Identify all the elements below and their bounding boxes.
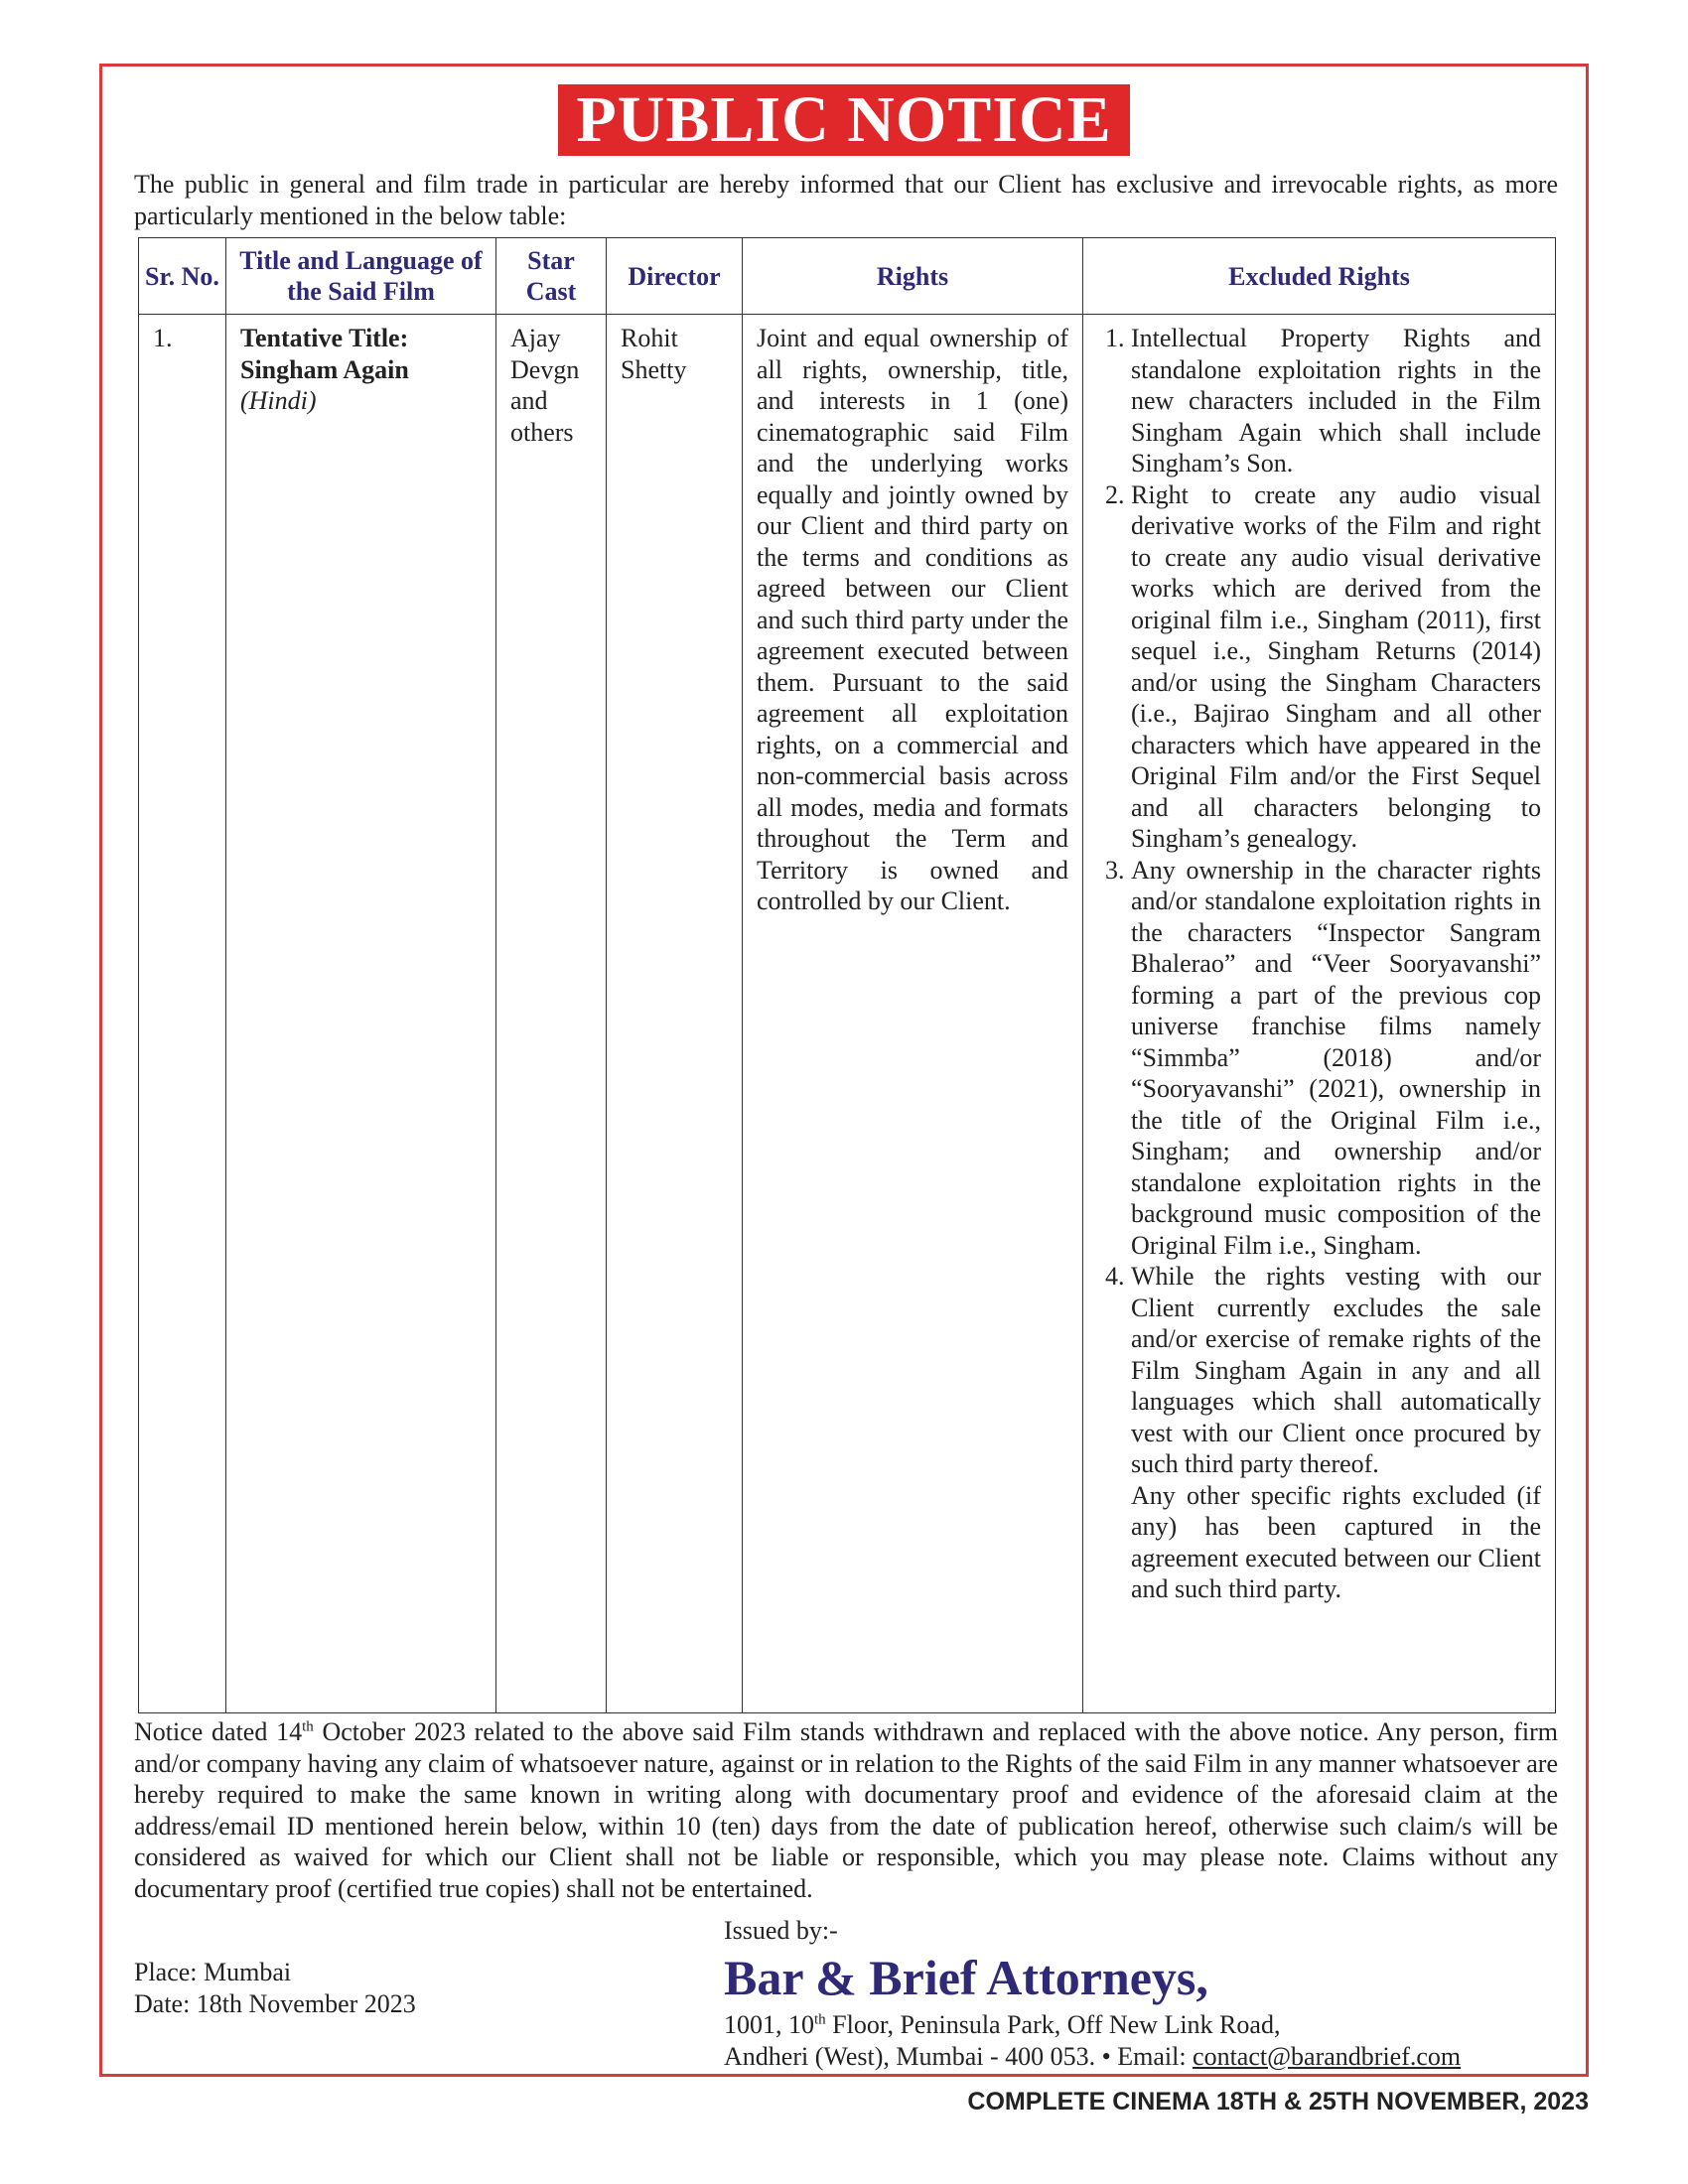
film-language: (Hindi) — [240, 386, 317, 415]
address-line-1-rest: Floor, Peninsula Park, Off New Link Road, — [825, 2010, 1281, 2039]
table-header-row — [139, 238, 1556, 315]
address-line-1 — [724, 2009, 1461, 2041]
table-row — [139, 315, 1556, 1713]
excluded-rights-list — [1097, 323, 1541, 1480]
cell-film-title — [226, 315, 496, 1713]
withdrawal-text-rest: October 2023 related to the above said Film stands withdrawn and replaced with the above notice. Any person, firm and/or company having any claim of whatsoever nature, against or in relation to the Rights of the said Film in any manner whatsoever are hereby required to make the same known in writing along with documentary proof and evidence of the aforesaid claim at the address/email ID mentioned herein below, within 10 (ten) days from the date of publication hereof, otherwise such claim/s will be considered as waived for which our Client shall not be liable or responsible, which you may please note. Claims without any documentary proof (certified true copies) shall not be entertained. — [134, 1717, 1559, 1903]
withdrawal-text-start: Notice dated 14 — [134, 1717, 303, 1746]
place-text: Place: Mumbai — [134, 1958, 292, 1986]
header-director: Director — [607, 238, 743, 315]
film-name: Singham Again — [240, 354, 409, 384]
date-text: Date: 18th November 2023 — [134, 1988, 416, 2018]
address-line-1-start: 1001, 10 — [724, 2010, 814, 2039]
withdrawal-paragraph — [134, 1716, 1558, 1904]
header-rights: Rights — [743, 238, 1083, 315]
email-link[interactable]: contact@barandbrief.com — [1193, 2041, 1462, 2071]
issued-by-label: Issued by:- — [724, 1916, 838, 1945]
publication-footer: COMPLETE CINEMA 18TH & 25TH NOVEMBER, 2023 — [967, 2088, 1589, 2116]
cell-rights: Joint and equal ownership of all rights, ownership, title, and interests in 1 (one) cinematographic said Film and the underlying works equally and jointly owned by our Client and third party on the terms and conditions as agreed between our Client and such third party under the agreement executed between them. Pursuant to the said agreement all exploitation rights, on a commercial and non-commercial basis across all modes, media and formats throughout the Term and Territory is owned and controlled by our Client. — [743, 315, 1083, 1713]
list-item: 4. While the rights vesting with our Client currently excludes the sale and/or exercise of remake rights of the Film Singham Again in any and all languages which shall automatically vest with our Client once procured by such third party thereof. — [1131, 1261, 1541, 1480]
address-superscript: th — [814, 2011, 826, 2028]
excluded-rights-note: Any other specific rights excluded (if any) has been captured in the agreement executed between our Client and such third party. — [1131, 1480, 1541, 1603]
notice-frame — [99, 64, 1589, 2077]
header-sr-no: Sr. No. — [139, 238, 226, 315]
address-line-2-text: Andheri (West), Mumbai - 400 053. • Email: — [724, 2041, 1194, 2071]
header-title-language: Title and Language of the Said Film — [226, 238, 496, 315]
list-item: 3. Any ownership in the character rights and/or standalone exploitation rights in the characters “Inspector Sangram Bhalerao” and “Veer Sooryavanshi” forming a part of the previous cop universe franchise films namely “Simmba” (2018) and/or “Sooryavanshi” (2021), ownership in the title of the Original Film i.e., Singham; and ownership and/or standalone exploitation rights in the background music composition of the Original Film i.e., Singham. — [1131, 855, 1541, 1262]
firm-name: Bar & Brief Attorneys, — [724, 1950, 1208, 2005]
cell-star-cast: Ajay Devgn and others — [496, 315, 607, 1713]
cell-sr-no: 1. — [139, 315, 226, 1713]
rights-table — [138, 237, 1556, 1713]
cell-director: Rohit Shetty — [607, 315, 743, 1713]
address-line-2 — [724, 2041, 1461, 2073]
notice-title: PUBLIC NOTICE — [558, 84, 1129, 156]
list-item: 1. Intellectual Property Rights and standalone exploitation rights in the new characters included in the Film Singham Again which shall include Singham’s Son. — [1131, 323, 1541, 479]
list-item: 2. Right to create any audio visual derivative works of the Film and right to create any audio visual derivative works which are derived from the original film i.e., Singham (2011), first sequel i.e., Singham Returns (2014) and/or using the Singham Characters (i.e., Bajirao Singham and all other characters which have appeared in the Original Film and/or the First Sequel and all characters belonging to Singham’s genealogy. — [1131, 479, 1541, 855]
intro-paragraph: The public in general and film trade in particular are hereby informed that our Client has exclusive and irrevocable rights, as more particularly mentioned in the below table: — [134, 170, 1558, 230]
withdrawal-superscript: th — [302, 1718, 314, 1735]
place-date-block — [134, 1957, 416, 2019]
cell-excluded-rights — [1083, 315, 1556, 1713]
header-star-cast: Star Cast — [496, 238, 607, 315]
firm-address — [724, 2009, 1461, 2072]
tentative-title-label: Tentative Title: — [240, 324, 409, 352]
header-excluded-rights: Excluded Rights — [1083, 238, 1556, 315]
